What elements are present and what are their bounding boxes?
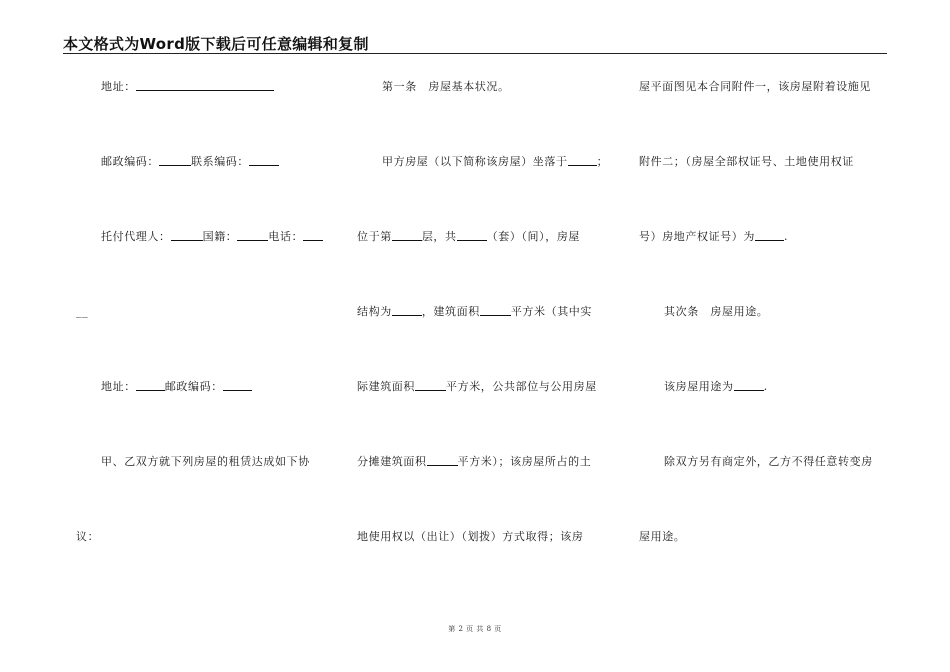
address-2-label: 地址： bbox=[101, 380, 136, 393]
phone-label: 电话： bbox=[268, 230, 304, 243]
header-divider bbox=[63, 53, 887, 54]
left-line-agreement: 甲、乙双方就下列房屋的租赁达成如下协 bbox=[101, 455, 310, 468]
nationality-blank bbox=[237, 230, 268, 241]
cert-number-label: 号）房地产权证号）为 bbox=[639, 230, 755, 243]
right-line-usage-end: 屋用途。 bbox=[639, 530, 686, 543]
right-line-attachment: 附件二；（房屋全部权证号、土地使用权证 bbox=[639, 155, 854, 168]
area-blank bbox=[480, 305, 511, 316]
right-line-cert-number bbox=[639, 230, 788, 244]
left-line-agreement-end: 议： bbox=[76, 530, 100, 543]
nationality-label: 国籍： bbox=[202, 230, 238, 243]
postal-code-2-blank bbox=[223, 380, 252, 391]
address-2-blank bbox=[136, 380, 165, 391]
page-header-title: 本文格式为Word版下载后可任意编辑和复制 bbox=[63, 35, 369, 53]
total-floors-blank bbox=[457, 230, 487, 241]
postal-code-blank bbox=[159, 155, 191, 166]
actual-area-unit: 平方米，公共部位与公用房屋 bbox=[446, 380, 597, 393]
contact-code-blank bbox=[249, 155, 279, 166]
mid-line-structure bbox=[357, 305, 592, 319]
right-article-2-heading: 其次条 房屋用途。 bbox=[664, 305, 769, 318]
structure-blank bbox=[392, 305, 422, 316]
phone-blank bbox=[303, 230, 323, 241]
left-line-address-2 bbox=[101, 380, 252, 394]
mid-line-actual-area bbox=[357, 380, 597, 394]
actual-area-label: 际建筑面积 bbox=[357, 380, 415, 393]
floor-prefix: 位于第 bbox=[357, 230, 392, 243]
mid-line-floor bbox=[357, 230, 580, 244]
unit-text: （套）（间），房屋 bbox=[486, 230, 581, 243]
right-line-usage bbox=[664, 380, 768, 394]
left-line-address bbox=[101, 80, 274, 94]
actual-area-blank bbox=[415, 380, 446, 391]
contact-code-label: 联系编码： bbox=[191, 155, 249, 168]
location-text: 甲方房屋（以下简称该房屋）坐落于 bbox=[382, 155, 568, 168]
right-line-floor-plan: 屋平面图见本合同附件一，该房屋附着设施见 bbox=[639, 80, 871, 93]
area-label: ，建筑面积 bbox=[421, 305, 480, 318]
right-line-usage-restriction: 除双方另有商定外，乙方不得任意转变房 bbox=[664, 455, 873, 468]
address-label: 地址： bbox=[101, 80, 136, 93]
usage-blank bbox=[734, 380, 764, 391]
cert-number-end: . bbox=[784, 230, 789, 243]
page-number-footer: 第 2 页 共 8 页 bbox=[448, 625, 502, 633]
left-line-postal-contact bbox=[101, 155, 279, 169]
cert-number-blank bbox=[755, 230, 784, 241]
shared-area-unit: 平方米）；该房屋所占的土 bbox=[457, 455, 592, 468]
shared-area-blank bbox=[427, 455, 458, 466]
structure-label: 结构为 bbox=[357, 305, 392, 318]
area-unit: 平方米（其中实 bbox=[510, 305, 593, 318]
usage-label: 该房屋用途为 bbox=[664, 380, 734, 393]
floor-blank bbox=[392, 230, 422, 241]
mid-line-land-use: 地使用权以（出让）（划拨）方式取得；该房 bbox=[357, 530, 584, 543]
agent-blank bbox=[171, 230, 203, 241]
floor-total: 层，共 bbox=[421, 230, 457, 243]
postal-code-2-label: 邮政编码： bbox=[164, 380, 223, 393]
left-line-agent bbox=[101, 230, 323, 244]
agent-label: 托付代理人： bbox=[101, 230, 171, 243]
location-blank bbox=[568, 155, 597, 166]
left-line-continuation: __ bbox=[76, 305, 89, 318]
usage-end: . bbox=[763, 380, 768, 393]
mid-article-1-heading: 第一条 房屋基本状况。 bbox=[382, 80, 510, 93]
mid-line-shared-area bbox=[357, 455, 591, 469]
postal-code-label: 邮政编码： bbox=[101, 155, 159, 168]
mid-line-location bbox=[382, 155, 608, 169]
shared-area-label: 分摊建筑面积 bbox=[357, 455, 427, 468]
location-end: ； bbox=[596, 155, 609, 168]
address-blank bbox=[136, 80, 274, 91]
